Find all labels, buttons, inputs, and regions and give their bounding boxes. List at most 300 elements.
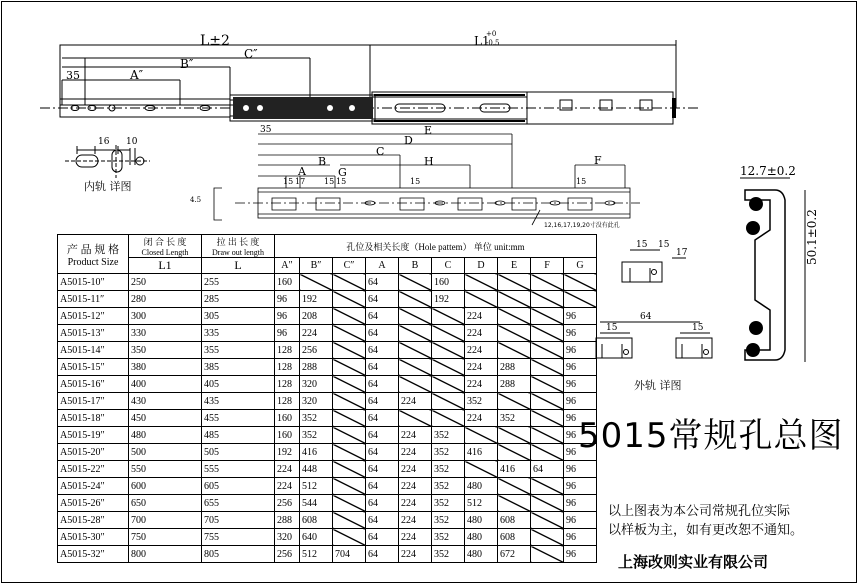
table-cell: 430 <box>129 393 202 410</box>
table-cell <box>333 478 366 495</box>
table-cell <box>498 325 531 342</box>
inner-dim-10: 10 <box>126 137 138 147</box>
table-cell: 96 <box>564 427 597 444</box>
table-cell: 285 <box>202 291 275 308</box>
table-cell: 160 <box>432 274 465 291</box>
table-cell <box>498 478 531 495</box>
product-size-cell: A5015-17″ <box>58 393 129 410</box>
header-col: A″ <box>275 258 300 274</box>
table-cell: 224 <box>399 546 432 563</box>
table-cell <box>333 529 366 546</box>
header-drawout <box>202 235 275 258</box>
table-cell <box>333 376 366 393</box>
table-cell <box>333 461 366 478</box>
table-cell: 704 <box>333 546 366 563</box>
table-cell <box>399 291 432 308</box>
table-cell: 224 <box>399 393 432 410</box>
table-cell <box>333 495 366 512</box>
hole-label-c: C <box>376 145 385 158</box>
table-cell: 320 <box>275 529 300 546</box>
hole-label-g: G <box>338 166 347 179</box>
table-row <box>58 376 597 393</box>
table-cell: 96 <box>564 529 597 546</box>
table-cell: 352 <box>432 444 465 461</box>
table-cell: 64 <box>531 461 564 478</box>
table-cell: 352 <box>432 529 465 546</box>
table-cell <box>432 325 465 342</box>
header-l: L <box>202 258 275 274</box>
table-cell: 64 <box>366 478 399 495</box>
table-cell <box>399 410 432 427</box>
table-row <box>58 546 597 563</box>
dim-35-top: 35 <box>66 69 80 82</box>
table-cell <box>432 308 465 325</box>
table-cell <box>531 478 564 495</box>
table-cell: 288 <box>275 512 300 529</box>
hole-note: 12,16,17,19,20寸没有此孔 <box>544 222 620 229</box>
table-cell: 64 <box>366 546 399 563</box>
table-row <box>58 478 597 495</box>
table-cell: 96 <box>564 444 597 461</box>
table-cell <box>333 410 366 427</box>
table-cell <box>531 274 564 291</box>
table-cell: 352 <box>432 546 465 563</box>
table-cell: 96 <box>564 308 597 325</box>
table-cell: 400 <box>129 376 202 393</box>
hole-label-e: E <box>424 124 433 137</box>
table-cell: 352 <box>432 427 465 444</box>
hole-small-dim-6: 15 <box>576 177 587 186</box>
header-l1: L1 <box>129 258 202 274</box>
table-cell <box>531 342 564 359</box>
table-cell <box>531 325 564 342</box>
table-cell: 305 <box>202 308 275 325</box>
spec-table <box>57 234 597 563</box>
table-cell <box>531 291 564 308</box>
header-col: F <box>531 258 564 274</box>
l1-label: L1 <box>474 34 490 48</box>
table-cell <box>432 393 465 410</box>
table-cell: 96 <box>564 410 597 427</box>
table-cell <box>333 325 366 342</box>
hole-small-dim-1: 15 <box>283 177 294 186</box>
table-cell <box>333 359 366 376</box>
table-cell <box>333 308 366 325</box>
table-cell <box>531 427 564 444</box>
outer-dim-15a: 15 <box>636 240 648 250</box>
product-size-cell: A5015-26″ <box>58 495 129 512</box>
table-cell: 755 <box>202 529 275 546</box>
table-cell: 224 <box>399 529 432 546</box>
table-cell <box>333 342 366 359</box>
table-cell: 250 <box>129 274 202 291</box>
header-col: E <box>498 258 531 274</box>
table-cell: 512 <box>300 546 333 563</box>
closed-length-box <box>60 45 370 105</box>
table-cell: 480 <box>465 512 498 529</box>
product-size-cell: A5015-15″ <box>58 359 129 376</box>
inner-rail-caption: 内轨 详图 <box>84 180 132 193</box>
table-cell: 600 <box>129 478 202 495</box>
table-cell: 352 <box>432 512 465 529</box>
table-cell: 288 <box>498 376 531 393</box>
table-cell: 480 <box>465 546 498 563</box>
table-cell <box>465 291 498 308</box>
table-cell <box>333 444 366 461</box>
table-cell: 64 <box>366 427 399 444</box>
table-cell: 96 <box>564 359 597 376</box>
table-cell: 96 <box>564 495 597 512</box>
table-cell <box>498 444 531 461</box>
table-cell: 288 <box>300 359 333 376</box>
table-cell: 352 <box>300 410 333 427</box>
table-cell: 96 <box>564 393 597 410</box>
table-cell: 385 <box>202 359 275 376</box>
table-cell: 352 <box>432 478 465 495</box>
table-cell: 224 <box>399 444 432 461</box>
product-size-cell: A5015-20″ <box>58 444 129 461</box>
table-cell <box>531 308 564 325</box>
table-cell: 805 <box>202 546 275 563</box>
table-cell: 128 <box>275 342 300 359</box>
table-cell: 300 <box>129 308 202 325</box>
hole-small-dim-5: 15 <box>410 177 421 186</box>
table-cell: 608 <box>498 529 531 546</box>
table-cell <box>333 393 366 410</box>
header-product <box>58 235 129 274</box>
l1-tol-upper: +0 <box>486 30 497 38</box>
table-row <box>58 495 597 512</box>
table-cell: 224 <box>399 495 432 512</box>
table-cell: 255 <box>202 274 275 291</box>
c-label: C″ <box>244 47 258 61</box>
table-cell: 224 <box>465 308 498 325</box>
table-cell: 192 <box>275 444 300 461</box>
table-cell: 64 <box>366 376 399 393</box>
b-label: B″ <box>180 57 194 71</box>
table-cell: 64 <box>366 410 399 427</box>
table-cell <box>531 512 564 529</box>
table-cell: 705 <box>202 512 275 529</box>
table-cell <box>399 359 432 376</box>
table-cell <box>531 444 564 461</box>
table-cell: 448 <box>300 461 333 478</box>
table-cell: 256 <box>300 342 333 359</box>
table-cell: 96 <box>275 325 300 342</box>
table-cell <box>498 427 531 444</box>
table-cell: 224 <box>275 461 300 478</box>
table-cell <box>432 410 465 427</box>
table-cell <box>399 274 432 291</box>
table-cell: 64 <box>366 512 399 529</box>
product-size-cell: A5015-24″ <box>58 478 129 495</box>
product-size-cell: A5015-12″ <box>58 308 129 325</box>
outer-width-dim: 12.7±0.2 <box>740 164 796 178</box>
table-row <box>58 291 597 308</box>
product-size-cell: A5015-19″ <box>58 427 129 444</box>
header-product-cn: 产 品 规 格 <box>66 243 120 256</box>
table-cell: 224 <box>465 342 498 359</box>
table-cell <box>465 274 498 291</box>
table-cell: 64 <box>366 495 399 512</box>
header-col: C <box>432 258 465 274</box>
table-cell: 480 <box>465 529 498 546</box>
table-cell <box>432 359 465 376</box>
table-cell: 605 <box>202 478 275 495</box>
table-cell: 288 <box>498 359 531 376</box>
header-hole-pattern: 孔位及相关长度（Hole pattem） 单位 unit:mm <box>275 235 597 258</box>
spec-table-body <box>58 274 597 563</box>
table-cell: 350 <box>129 342 202 359</box>
table-row <box>58 512 597 529</box>
table-cell: 435 <box>202 393 275 410</box>
table-row <box>58 342 597 359</box>
table-cell: 96 <box>275 291 300 308</box>
table-cell: 160 <box>275 427 300 444</box>
table-cell: 320 <box>300 393 333 410</box>
l1-tol-lower: -0.5 <box>486 39 500 47</box>
table-cell: 500 <box>129 444 202 461</box>
table-row <box>58 274 597 291</box>
table-cell: 128 <box>275 376 300 393</box>
outer-height-dim: 50.1±0.2 <box>805 209 819 265</box>
hole-label-d: D <box>404 134 413 147</box>
table-cell <box>432 342 465 359</box>
table-cell: 280 <box>129 291 202 308</box>
table-row <box>58 393 597 410</box>
table-cell: 224 <box>399 478 432 495</box>
table-cell: 64 <box>366 461 399 478</box>
table-cell: 750 <box>129 529 202 546</box>
table-cell: 96 <box>564 478 597 495</box>
table-cell <box>531 393 564 410</box>
company-name: 上海改则实业有限公司 <box>618 553 769 571</box>
table-cell: 192 <box>432 291 465 308</box>
table-cell: 405 <box>202 376 275 393</box>
outer-rail-caption: 外轨 详图 <box>634 379 682 392</box>
table-cell: 64 <box>366 308 399 325</box>
table-row <box>58 444 597 461</box>
table-cell: 485 <box>202 427 275 444</box>
table-cell: 160 <box>275 410 300 427</box>
product-size-cell: A5015-30″ <box>58 529 129 546</box>
hole-small-dim-3: 15 <box>324 177 335 186</box>
table-cell: 512 <box>300 478 333 495</box>
table-cell <box>498 393 531 410</box>
table-cell: 655 <box>202 495 275 512</box>
product-size-cell: A5015-10″ <box>58 274 129 291</box>
table-cell <box>564 291 597 308</box>
a-label: A″ <box>130 68 144 82</box>
hole-side-dim: 4.5 <box>190 196 202 204</box>
header-closed-en: Closed Length <box>141 248 189 257</box>
outer-dim-15d: 15 <box>692 323 704 333</box>
table-cell <box>531 495 564 512</box>
outer-dim-15b: 15 <box>658 240 670 250</box>
table-cell <box>333 512 366 529</box>
product-size-cell: A5015-22″ <box>58 461 129 478</box>
table-cell <box>333 274 366 291</box>
table-cell: 256 <box>275 546 300 563</box>
table-cell <box>498 308 531 325</box>
table-cell: 640 <box>300 529 333 546</box>
product-size-cell: A5015-18″ <box>58 410 129 427</box>
table-cell: 256 <box>275 495 300 512</box>
table-cell: 800 <box>129 546 202 563</box>
hole-label-h: H <box>424 155 434 168</box>
note-line-1: 以上图表为本公司常规孔位实际 <box>608 504 791 519</box>
table-cell: 700 <box>129 512 202 529</box>
table-cell: 64 <box>366 342 399 359</box>
table-cell: 64 <box>366 359 399 376</box>
header-drawout-en: Draw out length <box>212 248 264 257</box>
table-cell: 224 <box>399 427 432 444</box>
table-cell: 96 <box>564 512 597 529</box>
table-cell <box>333 291 366 308</box>
table-cell <box>531 546 564 563</box>
table-cell <box>531 529 564 546</box>
product-size-cell: A5015-28″ <box>58 512 129 529</box>
table-cell: 480 <box>465 478 498 495</box>
header-col: B″ <box>300 258 333 274</box>
table-cell: 608 <box>498 512 531 529</box>
note-line-2: 以样板为主，如有更改恕不通知。 <box>608 523 804 538</box>
table-row <box>58 359 597 376</box>
table-cell <box>498 274 531 291</box>
table-row <box>58 410 597 427</box>
table-cell: 96 <box>564 342 597 359</box>
table-cell: 352 <box>498 410 531 427</box>
hole-small-dim-4: 15 <box>336 177 347 186</box>
table-cell: 330 <box>129 325 202 342</box>
outer-dim-15c: 15 <box>606 323 618 333</box>
table-cell <box>432 376 465 393</box>
table-cell: 416 <box>465 444 498 461</box>
table-cell: 352 <box>432 461 465 478</box>
table-cell: 224 <box>465 410 498 427</box>
table-row <box>58 529 597 546</box>
table-cell <box>498 495 531 512</box>
table-cell: 128 <box>275 359 300 376</box>
product-size-cell: A5015-16″ <box>58 376 129 393</box>
header-col: C″ <box>333 258 366 274</box>
table-cell <box>498 291 531 308</box>
table-row <box>58 461 597 478</box>
table-cell: 96 <box>564 325 597 342</box>
table-cell: 335 <box>202 325 275 342</box>
table-cell: 555 <box>202 461 275 478</box>
table-cell <box>531 359 564 376</box>
hole-label-f: F <box>594 154 602 167</box>
table-cell: 352 <box>465 393 498 410</box>
header-product-en: Product Size <box>67 256 119 268</box>
header-col: G <box>564 258 597 274</box>
outer-dim-64: 64 <box>640 312 652 322</box>
table-cell <box>300 274 333 291</box>
header-col: D <box>465 258 498 274</box>
table-cell <box>399 325 432 342</box>
table-cell: 380 <box>129 359 202 376</box>
table-cell <box>531 376 564 393</box>
table-cell: 512 <box>465 495 498 512</box>
inner-dim-16: 16 <box>98 137 110 147</box>
table-cell: 450 <box>129 410 202 427</box>
table-cell: 224 <box>465 359 498 376</box>
table-cell: 224 <box>275 478 300 495</box>
table-cell <box>498 342 531 359</box>
table-cell <box>465 427 498 444</box>
table-cell <box>399 342 432 359</box>
l-plus-label: L±2 <box>200 33 230 49</box>
outer-dim-17: 17 <box>676 248 688 258</box>
table-cell: 160 <box>275 274 300 291</box>
hole-label-a: A <box>298 165 306 178</box>
table-cell: 224 <box>399 512 432 529</box>
header-drawout-cn: 拉 出 长 度 <box>216 237 260 247</box>
header-closed <box>129 235 202 258</box>
table-cell: 320 <box>300 376 333 393</box>
table-cell: 64 <box>366 529 399 546</box>
header-col: A <box>366 258 399 274</box>
table-cell: 650 <box>129 495 202 512</box>
table-cell: 550 <box>129 461 202 478</box>
table-row <box>58 427 597 444</box>
table-cell: 128 <box>275 393 300 410</box>
table-cell: 192 <box>300 291 333 308</box>
table-cell: 96 <box>564 546 597 563</box>
table-row <box>58 308 597 325</box>
table-cell: 672 <box>498 546 531 563</box>
table-cell: 96 <box>564 461 597 478</box>
header-col: B <box>399 258 432 274</box>
table-cell: 416 <box>300 444 333 461</box>
table-cell: 208 <box>300 308 333 325</box>
table-cell: 64 <box>366 274 399 291</box>
table-cell: 64 <box>366 325 399 342</box>
product-size-cell: A5015-14″ <box>58 342 129 359</box>
table-cell: 505 <box>202 444 275 461</box>
page-title: 5015常规孔总图 <box>578 416 844 456</box>
product-size-cell: A5015-11″ <box>58 291 129 308</box>
table-cell: 416 <box>498 461 531 478</box>
table-cell: 224 <box>465 325 498 342</box>
hole-dim-35: 35 <box>260 125 272 135</box>
table-cell <box>333 427 366 444</box>
table-cell <box>399 308 432 325</box>
table-cell <box>564 274 597 291</box>
table-cell: 224 <box>465 376 498 393</box>
table-cell: 64 <box>366 291 399 308</box>
table-cell: 64 <box>366 393 399 410</box>
table-cell: 608 <box>300 512 333 529</box>
table-cell: 224 <box>399 461 432 478</box>
table-cell <box>399 376 432 393</box>
hole-label-b: B <box>318 155 327 168</box>
table-cell: 64 <box>366 444 399 461</box>
table-cell: 352 <box>432 495 465 512</box>
header-closed-cn: 闭 合 长 度 <box>143 237 187 247</box>
table-cell: 544 <box>300 495 333 512</box>
table-cell: 96 <box>275 308 300 325</box>
table-cell: 352 <box>300 427 333 444</box>
product-size-cell: A5015-13″ <box>58 325 129 342</box>
table-cell: 455 <box>202 410 275 427</box>
table-cell <box>531 410 564 427</box>
table-cell: 480 <box>129 427 202 444</box>
table-row <box>58 325 597 342</box>
table-cell: 224 <box>300 325 333 342</box>
table-cell: 355 <box>202 342 275 359</box>
